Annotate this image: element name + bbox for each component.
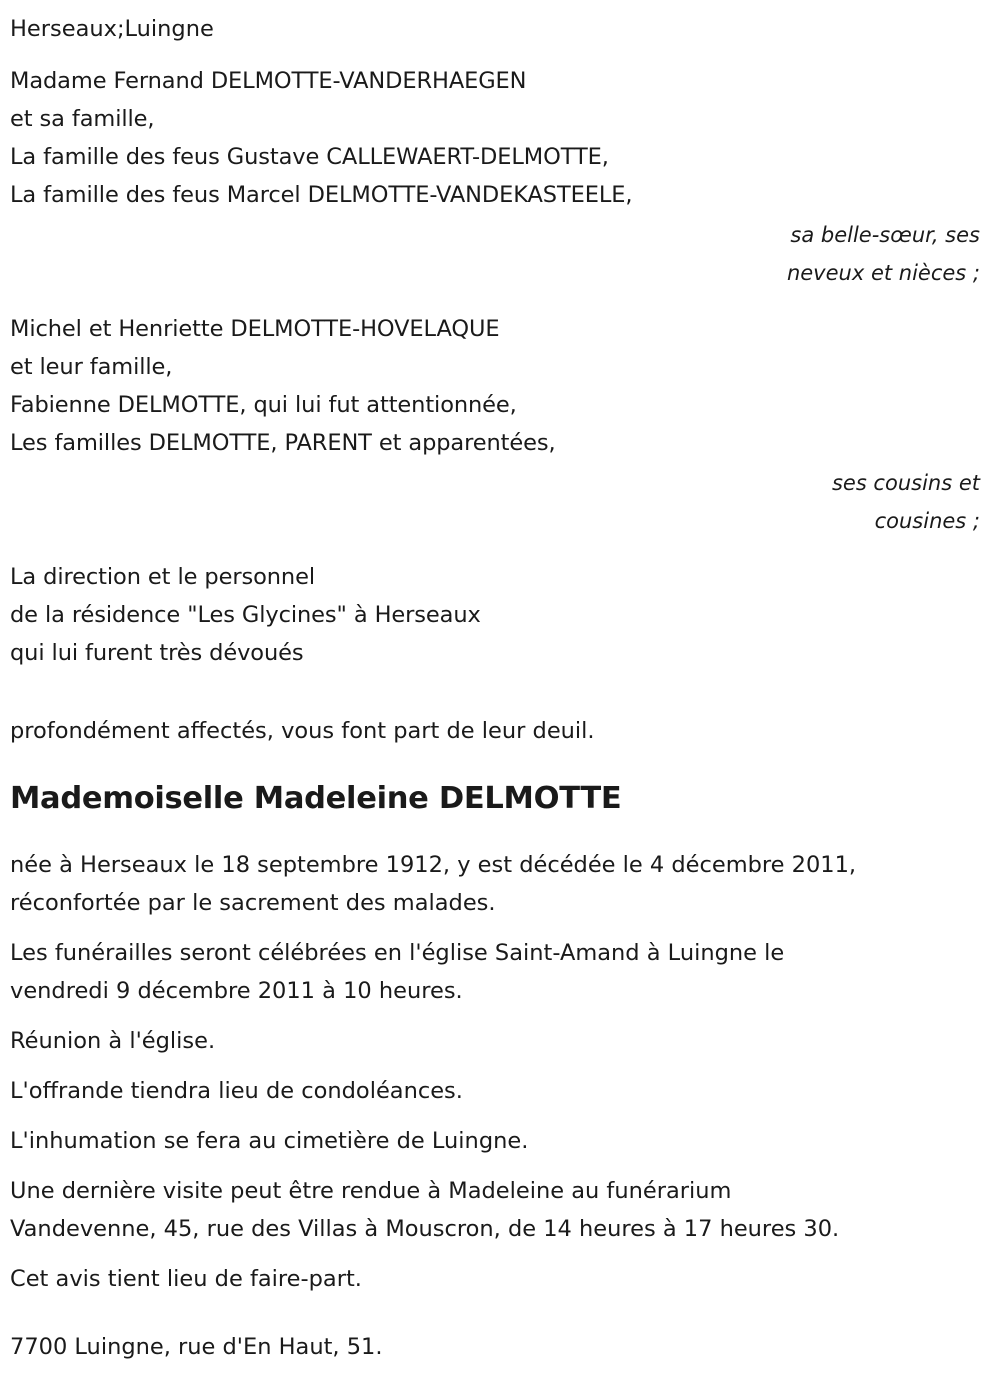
paragraph-line: L'offrande tiendra lieu de condoléances. bbox=[10, 1078, 463, 1104]
paragraph-line: Cet avis tient lieu de faire-part. bbox=[10, 1266, 362, 1292]
declarant-group bbox=[10, 310, 986, 540]
paragraph-line: Les funérailles seront célébrées en l'église Saint-Amand à Luingne le bbox=[10, 940, 785, 966]
paragraph-line: Réunion à l'église. bbox=[10, 1028, 216, 1054]
relationship-note-line: ses cousins et bbox=[831, 471, 980, 495]
relationship-note-line: neveux et nièces ; bbox=[786, 261, 980, 285]
spacer bbox=[10, 540, 986, 558]
declarant-group bbox=[10, 558, 986, 672]
declarant-line: Michel et Henriette DELMOTTE-HOVELAQUE bbox=[10, 316, 500, 342]
declarant-line: et leur famille, bbox=[10, 354, 173, 380]
locality-line: Herseaux;Luingne bbox=[10, 16, 214, 42]
relationship-note bbox=[10, 464, 986, 540]
declarant-line: Madame Fernand DELMOTTE-VANDERHAEGEN bbox=[10, 68, 527, 94]
closing-statement: profondément affectés, vous font part de leur deuil. bbox=[10, 718, 595, 744]
relationship-note bbox=[10, 216, 986, 292]
declarant-line: qui lui furent très dévoués bbox=[10, 640, 304, 666]
paragraph-line: vendredi 9 décembre 2011 à 10 heures. bbox=[10, 978, 463, 1004]
declarant-line: Les familles DELMOTTE, PARENT et apparentées, bbox=[10, 430, 556, 456]
family-address bbox=[10, 1328, 986, 1366]
address-line: 7700 Luingne, rue d'En Haut, 51. bbox=[10, 1334, 383, 1360]
declarant-lines bbox=[10, 310, 986, 462]
relationship-note-line: sa belle-sœur, ses bbox=[790, 223, 980, 247]
paragraph-birth-death bbox=[10, 846, 986, 922]
paragraph-burial bbox=[10, 1122, 986, 1160]
declarant-line: La famille des feus Marcel DELMOTTE-VANDEKASTEELE, bbox=[10, 182, 633, 208]
paragraph-offering bbox=[10, 1072, 986, 1110]
paragraph-line: née à Herseaux le 18 septembre 1912, y est décédée le 4 décembre 2011, bbox=[10, 852, 857, 878]
paragraph-funeral-service bbox=[10, 934, 986, 1010]
declarant-group bbox=[10, 62, 986, 292]
paragraph-line: Vandevenne, 45, rue des Villas à Mouscron, de 14 heures à 17 heures 30. bbox=[10, 1216, 840, 1242]
spacer bbox=[10, 292, 986, 310]
paragraph-notice-disclaimer bbox=[10, 1260, 986, 1298]
declarant-line: de la résidence "Les Glycines" à Herseaux bbox=[10, 602, 481, 628]
paragraph-line: réconfortée par le sacrement des malades. bbox=[10, 890, 496, 916]
declarant-lines bbox=[10, 558, 986, 672]
paragraph-gathering bbox=[10, 1022, 986, 1060]
declarant-lines bbox=[10, 62, 986, 214]
spacer bbox=[10, 672, 986, 712]
declarant-line: Fabienne DELMOTTE, qui lui fut attentionnée, bbox=[10, 392, 517, 418]
paragraph-line: L'inhumation se fera au cimetière de Luingne. bbox=[10, 1128, 529, 1154]
declarant-line: et sa famille, bbox=[10, 106, 155, 132]
paragraph-line: Une dernière visite peut être rendue à Madeleine au funérarium bbox=[10, 1178, 732, 1204]
deceased-name-heading: Mademoiselle Madeleine DELMOTTE bbox=[10, 781, 622, 816]
declarant-line: La famille des feus Gustave CALLEWAERT-DELMOTTE, bbox=[10, 144, 609, 170]
relationship-note-line: cousines ; bbox=[874, 509, 980, 533]
declarant-line: La direction et le personnel bbox=[10, 564, 315, 590]
paragraph-visitation bbox=[10, 1172, 986, 1248]
